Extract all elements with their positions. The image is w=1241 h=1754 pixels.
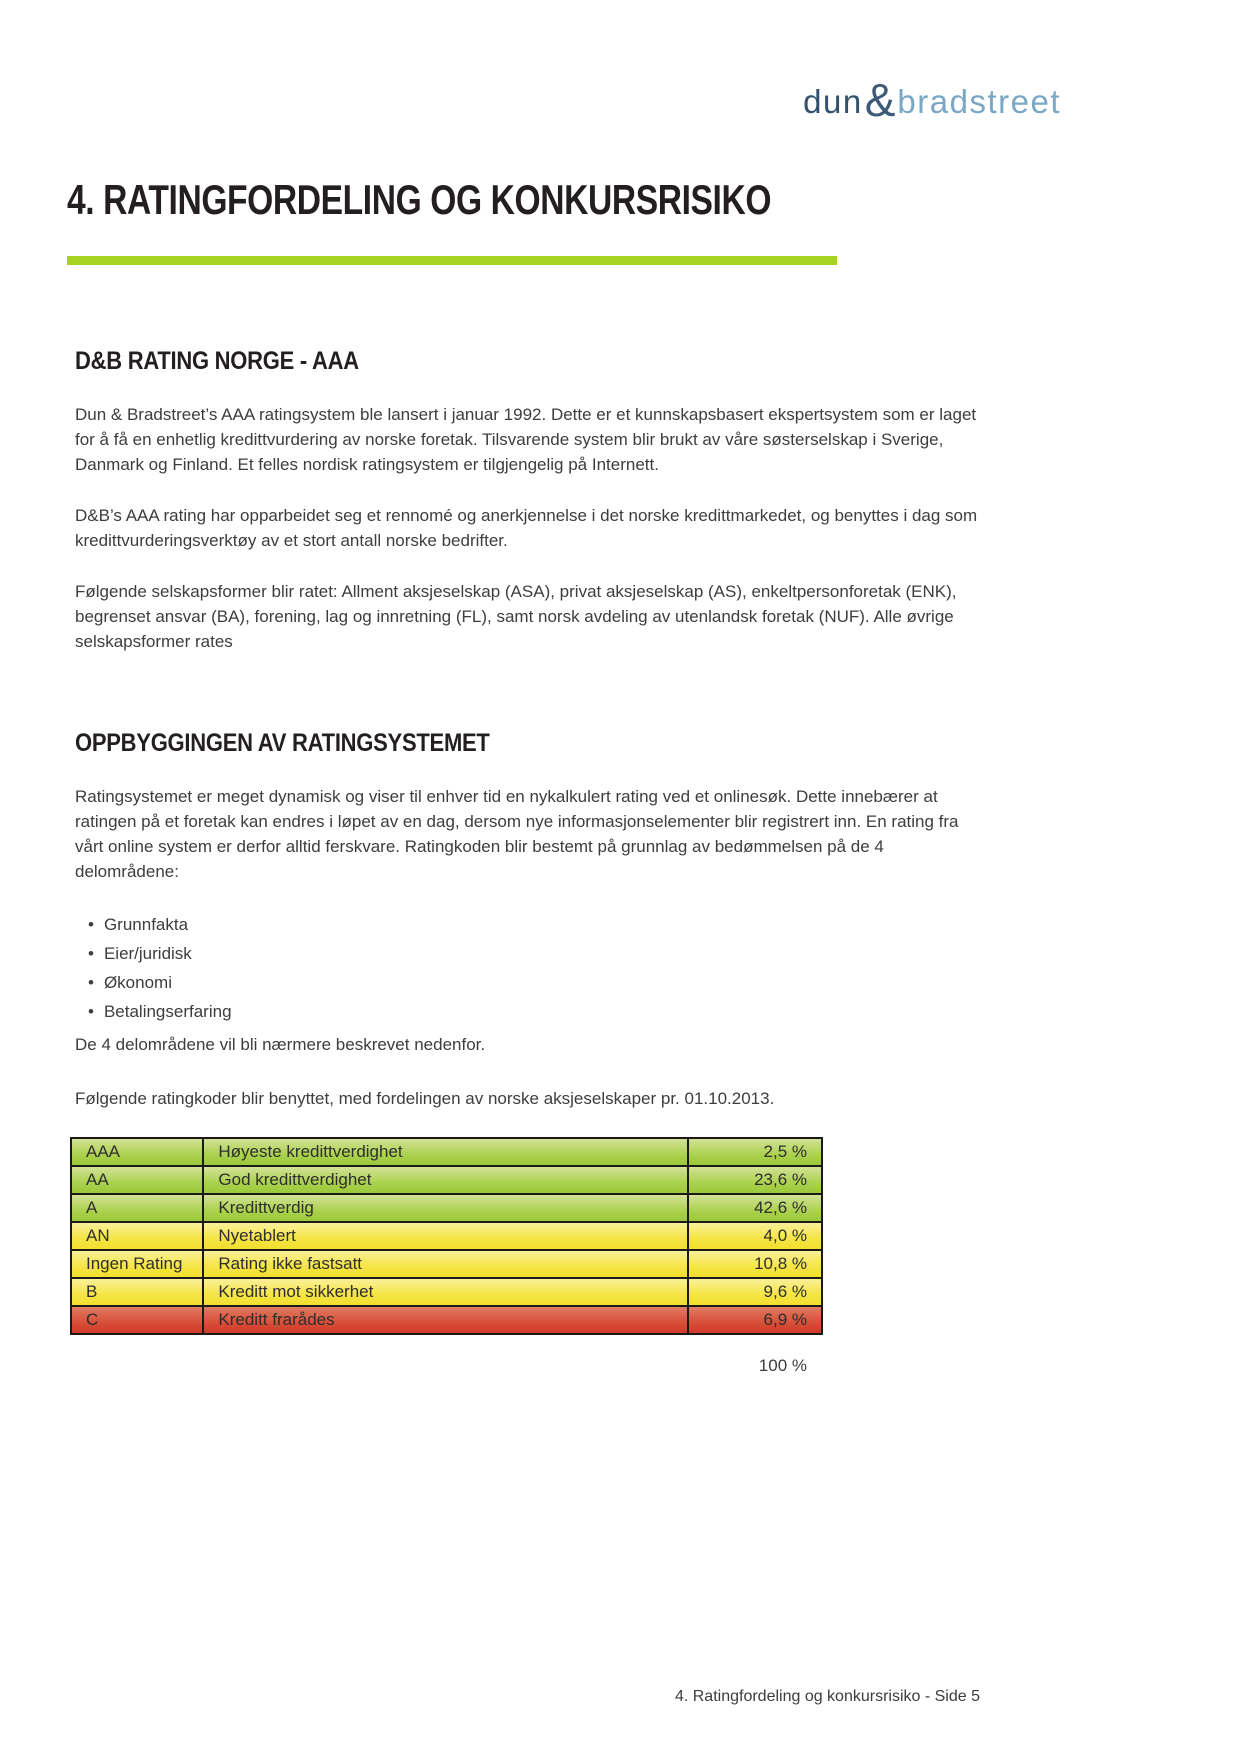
rating-code: B — [71, 1278, 203, 1306]
rating-share: 42,6 % — [688, 1194, 822, 1222]
section1-paragraph-2: D&B’s AAA rating har opparbeidet seg et rennomé og anerkjennelse i det norske kredittmarkedet, og benyttes i dag som kredittvurderingsverktøy av et stort antall norske bedrifter. — [75, 506, 978, 550]
list-item-okonomi — [88, 968, 968, 997]
rating-description: God kredittverdighet — [203, 1166, 688, 1194]
section-heading-oppbyggingen: OPPBYGGINGEN AV RATINGSYSTEMET — [75, 729, 490, 757]
rating-code: AAA — [71, 1138, 203, 1166]
table-row-a — [71, 1194, 822, 1222]
rating-code: C — [71, 1306, 203, 1334]
rating-share: 4,0 % — [688, 1222, 822, 1250]
list-item-grunnfakta — [88, 910, 968, 939]
rating-description: Kredittverdig — [203, 1194, 688, 1222]
rating-share: 9,6 % — [688, 1278, 822, 1306]
rating-code: A — [71, 1194, 203, 1222]
section2-paragraph-1: Ratingsystemet er meget dynamisk og viser til enhver tid en nykalkulert rating ved et onlinesøk. Dette innebærer at ratingen på et foretak kan endres i løpet av en dag, dersom nye informasjonselementer blir registrert inn. En rating fra vårt online system er derfor alltid ferskvare. Ratingkoden blir bestemt på grunnlag av bedømmelsen på de 4 delområdene: — [75, 787, 959, 881]
section-heading-db-rating-norge: D&B RATING NORGE - AAA — [75, 347, 359, 375]
rating-description: Kreditt frarådes — [203, 1306, 688, 1334]
title-accent-rule — [67, 256, 837, 265]
rating-description: Nyetablert — [203, 1222, 688, 1250]
rating-distribution-table — [70, 1137, 823, 1335]
subarea-bullet-list — [88, 910, 968, 1026]
logo-word-dun: dun — [803, 83, 863, 120]
rating-share: 10,8 % — [688, 1250, 822, 1278]
page-footer: 4. Ratingfordeling og konkursrisiko - Side 5 — [674, 1688, 980, 1705]
logo-ampersand-icon: & — [864, 74, 896, 126]
dun-bradstreet-logo — [803, 70, 1061, 124]
section2-paragraph-2: De 4 delområdene vil bli nærmere beskrevet nedenfor. — [75, 1035, 486, 1054]
bullet-label: • Økonomi — [103, 973, 172, 992]
rating-share: 2,5 % — [688, 1138, 822, 1166]
rating-code: AN — [71, 1222, 203, 1250]
bullet-label: • Betalingserfaring — [103, 1002, 232, 1021]
section1-paragraph-1: Dun & Bradstreet’s AAA ratingsystem ble lansert i januar 1992. Dette er et kunnskapsbasert ekspertsystem som er laget for å få en enhetlig kredittvurdering av norske foretak. Tilsvarende system blir brukt av våre søsterselskap i Sverige, Danmark og Finland. Et felles nordisk ratingsystem er tilgjengelig på Internett. — [75, 405, 977, 474]
rating-share: 23,6 % — [688, 1166, 822, 1194]
rating-description: Kreditt mot sikkerhet — [203, 1278, 688, 1306]
section2-paragraph-3: Følgende ratingkoder blir benyttet, med fordelingen av norske aksjeselskaper pr. 01.10.2013. — [75, 1089, 775, 1108]
rating-description: Høyeste kredittverdighet — [203, 1138, 688, 1166]
table-row-an — [71, 1222, 822, 1250]
page-title: 4. RATINGFORDELING OG KONKURSRISIKO — [67, 176, 772, 223]
rating-description: Rating ikke fastsatt — [203, 1250, 688, 1278]
rating-share: 6,9 % — [688, 1306, 822, 1334]
bullet-label: • Grunnfakta — [103, 915, 189, 934]
rating-code: Ingen Rating — [71, 1250, 203, 1278]
table-row-ingen-rating — [71, 1250, 822, 1278]
bullet-label: • Eier/juridisk — [103, 944, 192, 963]
table-row-aa — [71, 1166, 822, 1194]
table-row-b — [71, 1278, 822, 1306]
section1-paragraph-3: Følgende selskapsformer blir ratet: Allment aksjeselskap (ASA), privat aksjeselskap (AS), enkeltpersonforetak (ENK), begrenset ansvar (BA), forening, lag og innretning (FL), samt norsk avdeling av utenlandsk foretak (NUF). Alle øvrige selskapsformer rates — [75, 582, 957, 651]
list-item-betalingserfaring — [88, 997, 968, 1026]
list-item-eier-juridisk — [88, 939, 968, 968]
table-row-c — [71, 1306, 822, 1334]
table-row-aaa — [71, 1138, 822, 1166]
table-total-share: 100 % — [758, 1356, 807, 1375]
rating-code: AA — [71, 1166, 203, 1194]
logo-word-bradstreet: bradstreet — [897, 83, 1061, 120]
